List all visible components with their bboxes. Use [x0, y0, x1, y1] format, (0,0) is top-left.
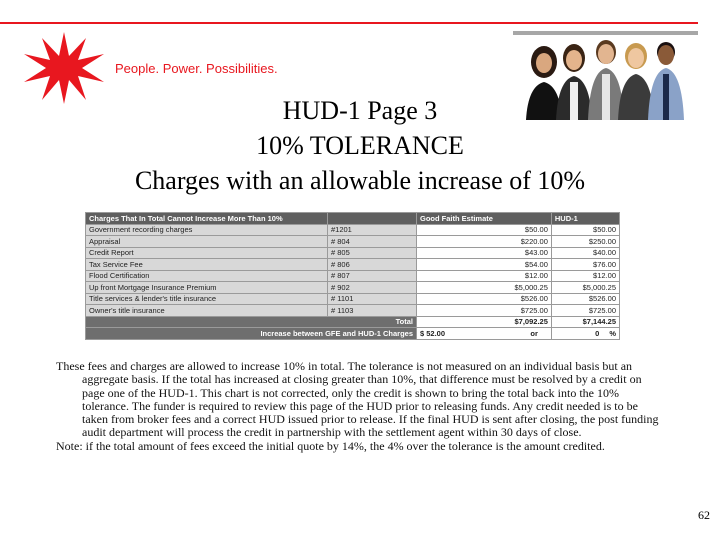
header-gfe: Good Faith Estimate	[417, 213, 552, 225]
row-label: Government recording charges	[86, 224, 328, 236]
body-text	[56, 360, 666, 453]
row-label: Tax Service Fee	[86, 259, 328, 271]
table-row	[86, 247, 620, 259]
row-label: Owner's title insurance	[86, 305, 328, 317]
row-gfe: $725.00	[417, 305, 552, 317]
row-hud: $250.00	[551, 236, 619, 248]
table-row	[86, 236, 620, 248]
row-gfe: $526.00	[417, 293, 552, 305]
increase-percent-cell	[551, 328, 619, 340]
row-hud: $5,000.25	[551, 282, 619, 294]
slide-title	[0, 93, 720, 198]
table-row	[86, 293, 620, 305]
row-label: Title services & lender's title insurance	[86, 293, 328, 305]
row-label: Appraisal	[86, 236, 328, 248]
increase-percent-sign: %	[609, 328, 616, 338]
title-line-1: HUD-1 Page 3	[282, 96, 438, 125]
row-line: # 805	[328, 247, 417, 259]
row-gfe: $43.00	[417, 247, 552, 259]
row-gfe: $12.00	[417, 270, 552, 282]
table-header-row	[86, 213, 620, 225]
row-hud: $725.00	[551, 305, 619, 317]
table-row	[86, 282, 620, 294]
title-line-2: 10% TOLERANCE	[256, 131, 464, 160]
row-label: Credit Report	[86, 247, 328, 259]
total-label: Total	[86, 316, 417, 328]
row-line: # 807	[328, 270, 417, 282]
table-row	[86, 224, 620, 236]
row-hud: $12.00	[551, 270, 619, 282]
body-paragraph: These fees and charges are allowed to increase 10% in total. The tolerance is not measured on an individual basis but an aggregate basis. If the total has increased at closing greater than 10%, that difference must be resolved by a credit on page one of the HUD-1. This chart is not corrected, only the credit is shown to bring the total back into the 10% tolerance. The funder is required to review this page of the HUD prior to releasing funds. Any credit needed is to be taken from broker fees and a correct HUD issued prior to release. If the final HUD is sent after closing, the post funding audit department will process the credit in partnership with the settlement agent within 30 days of close.	[56, 359, 659, 440]
hud-tolerance-table	[85, 212, 620, 340]
row-hud: $526.00	[551, 293, 619, 305]
increase-amount-cell	[417, 328, 552, 340]
row-hud: $76.00	[551, 259, 619, 271]
row-line: # 902	[328, 282, 417, 294]
header-blank	[328, 213, 417, 225]
increase-label: Increase between GFE and HUD-1 Charges	[86, 328, 417, 340]
table-row	[86, 259, 620, 271]
row-gfe: $220.00	[417, 236, 552, 248]
total-hud: $7,144.25	[551, 316, 619, 328]
title-line-3: Charges with an allowable increase of 10%	[134, 166, 586, 195]
row-gfe: $54.00	[417, 259, 552, 271]
row-hud: $50.00	[551, 224, 619, 236]
row-label: Up front Mortgage Insurance Premium	[86, 282, 328, 294]
row-line: # 804	[328, 236, 417, 248]
total-row	[86, 316, 620, 328]
increase-or: or	[530, 328, 538, 338]
row-label: Flood Certification	[86, 270, 328, 282]
row-line: #1201	[328, 224, 417, 236]
row-gfe: $50.00	[417, 224, 552, 236]
header-red-rule	[0, 22, 698, 24]
increase-row	[86, 328, 620, 340]
row-hud: $40.00	[551, 247, 619, 259]
increase-amount: $ 52.00	[420, 328, 446, 338]
header-gray-rule	[513, 31, 698, 35]
row-line: # 1103	[328, 305, 417, 317]
increase-percent: 0	[595, 328, 600, 338]
table-row	[86, 305, 620, 317]
row-gfe: $5,000.25	[417, 282, 552, 294]
tagline: People. Power. Possibilities.	[115, 61, 278, 76]
header-label: Charges That In Total Cannot Increase More Than 10%	[86, 213, 328, 225]
row-line: # 806	[328, 259, 417, 271]
page-number: 62	[698, 508, 710, 522]
header-hud: HUD-1	[551, 213, 619, 225]
total-gfe: $7,092.25	[417, 316, 552, 328]
row-line: # 1101	[328, 293, 417, 305]
table-row	[86, 270, 620, 282]
body-note: Note: if the total amount of fees exceed the initial quote by 14%, the 4% over the tolerance is the amount credited.	[56, 438, 605, 453]
